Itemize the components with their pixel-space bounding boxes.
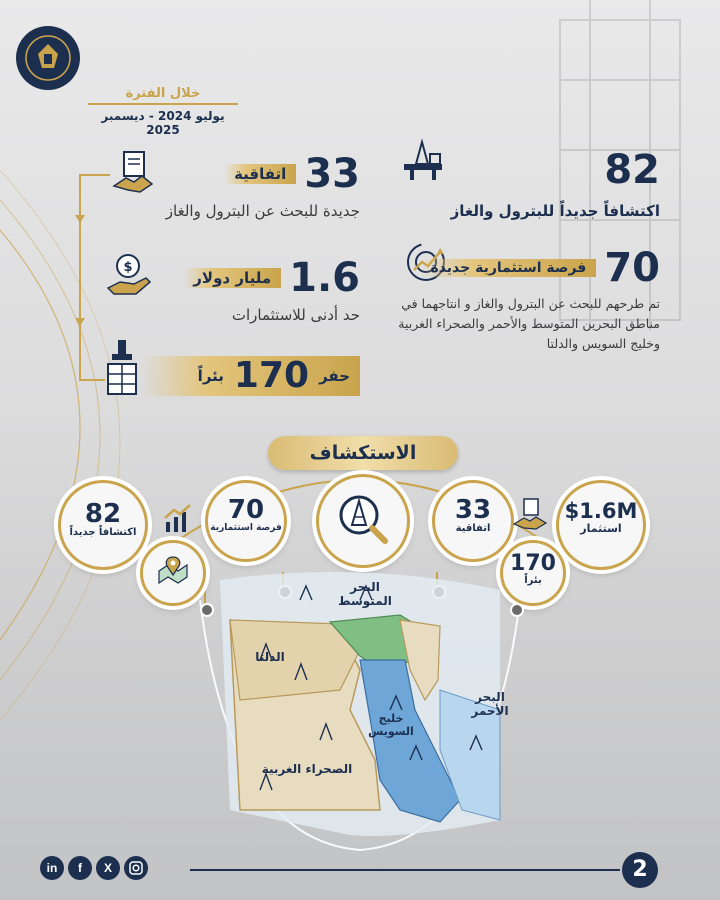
map-label-red-sea: البحر الأحمر [471, 690, 509, 718]
map-label-western-desert: الصحراء الغربية [261, 762, 353, 776]
circle-discoveries-label: اكتشافاً جديداً [69, 527, 137, 538]
magnifier-rig-icon [335, 491, 391, 547]
handshake-contract-icon [512, 498, 548, 530]
stat-investment [160, 255, 360, 324]
growth-chart-icon [162, 502, 194, 534]
explore-title: الاستكشاف [268, 436, 458, 470]
circle-investment-value: $1.6M [564, 499, 638, 523]
circle-opportunities [205, 480, 287, 562]
stat-agreements [160, 151, 360, 220]
investment-value: 1.6 [289, 255, 360, 301]
circle-wells-value: 170 [510, 551, 556, 576]
circle-investment [556, 480, 646, 570]
circle-discoveries [58, 480, 148, 570]
map-label-suez: خليج السويس [368, 712, 414, 738]
instagram-glyph [129, 861, 143, 875]
footer-divider [190, 869, 620, 871]
circle-opportunities-label: فرصة استثمارية [210, 523, 282, 533]
svg-text:$: $ [123, 260, 133, 275]
opportunities-value: 70 [604, 245, 660, 291]
x-icon[interactable]: X [96, 856, 120, 880]
drilling-well-icon [104, 340, 140, 396]
agreements-label: جديدة للبحث عن البترول والغاز [165, 202, 360, 220]
money-hand-icon [106, 252, 152, 298]
map-label-mediterranean: البحر المتوسط [338, 580, 392, 608]
agreements-unit: اتفاقية [224, 164, 296, 184]
wells-unit: بئراً [197, 367, 224, 385]
handshake-contract-icon [110, 150, 156, 196]
discoveries-label: اكتشافاً جديداً للبترول والغاز [450, 202, 660, 220]
period-title: خلال الفترة [88, 86, 238, 105]
period-block [88, 86, 238, 137]
investment-unit: مليار دولار [183, 268, 281, 288]
circle-investment-label: استثمار [580, 522, 622, 535]
circle-discoveries-value: 82 [84, 499, 122, 529]
page-number: 2 [622, 852, 658, 888]
period-range: يوليو 2024 - ديسمبر 2025 [101, 109, 225, 137]
ministry-logo-icon [14, 24, 82, 92]
circle-agreements-value: 33 [454, 495, 492, 525]
facebook-icon[interactable]: f [68, 856, 92, 880]
circle-map-pin [140, 540, 206, 606]
circle-wells-label: بئراً [524, 575, 542, 586]
circle-center-magnifier [316, 474, 410, 568]
stat-opportunities [380, 245, 660, 354]
opportunities-label: تم طرحهم للبحث عن البترول والغاز و انتاجهما في مناطق البحرين المتوسط والأحمر والصحراء الغربية وخليج السويس والدلتا [398, 296, 660, 351]
stat-wells [140, 356, 360, 396]
instagram-icon[interactable] [124, 856, 148, 880]
discoveries-value: 82 [604, 147, 660, 193]
map-label-delta: الدلتا [255, 650, 285, 664]
map-pin-icon [156, 555, 190, 589]
investment-label: حد أدنى للاستثمارات [231, 306, 360, 324]
agreements-value: 33 [304, 151, 360, 197]
linkedin-icon[interactable]: in [40, 856, 64, 880]
circle-agreements [432, 480, 514, 562]
circle-agreements-label: اتفاقية [455, 523, 491, 534]
circle-opportunities-value: 70 [227, 495, 265, 525]
wells-value: 170 [233, 355, 310, 396]
opportunities-unit: فرصة استثمارية جديدة [420, 259, 596, 277]
stat-discoveries [400, 147, 660, 220]
wells-prefix: حفر [319, 367, 350, 385]
